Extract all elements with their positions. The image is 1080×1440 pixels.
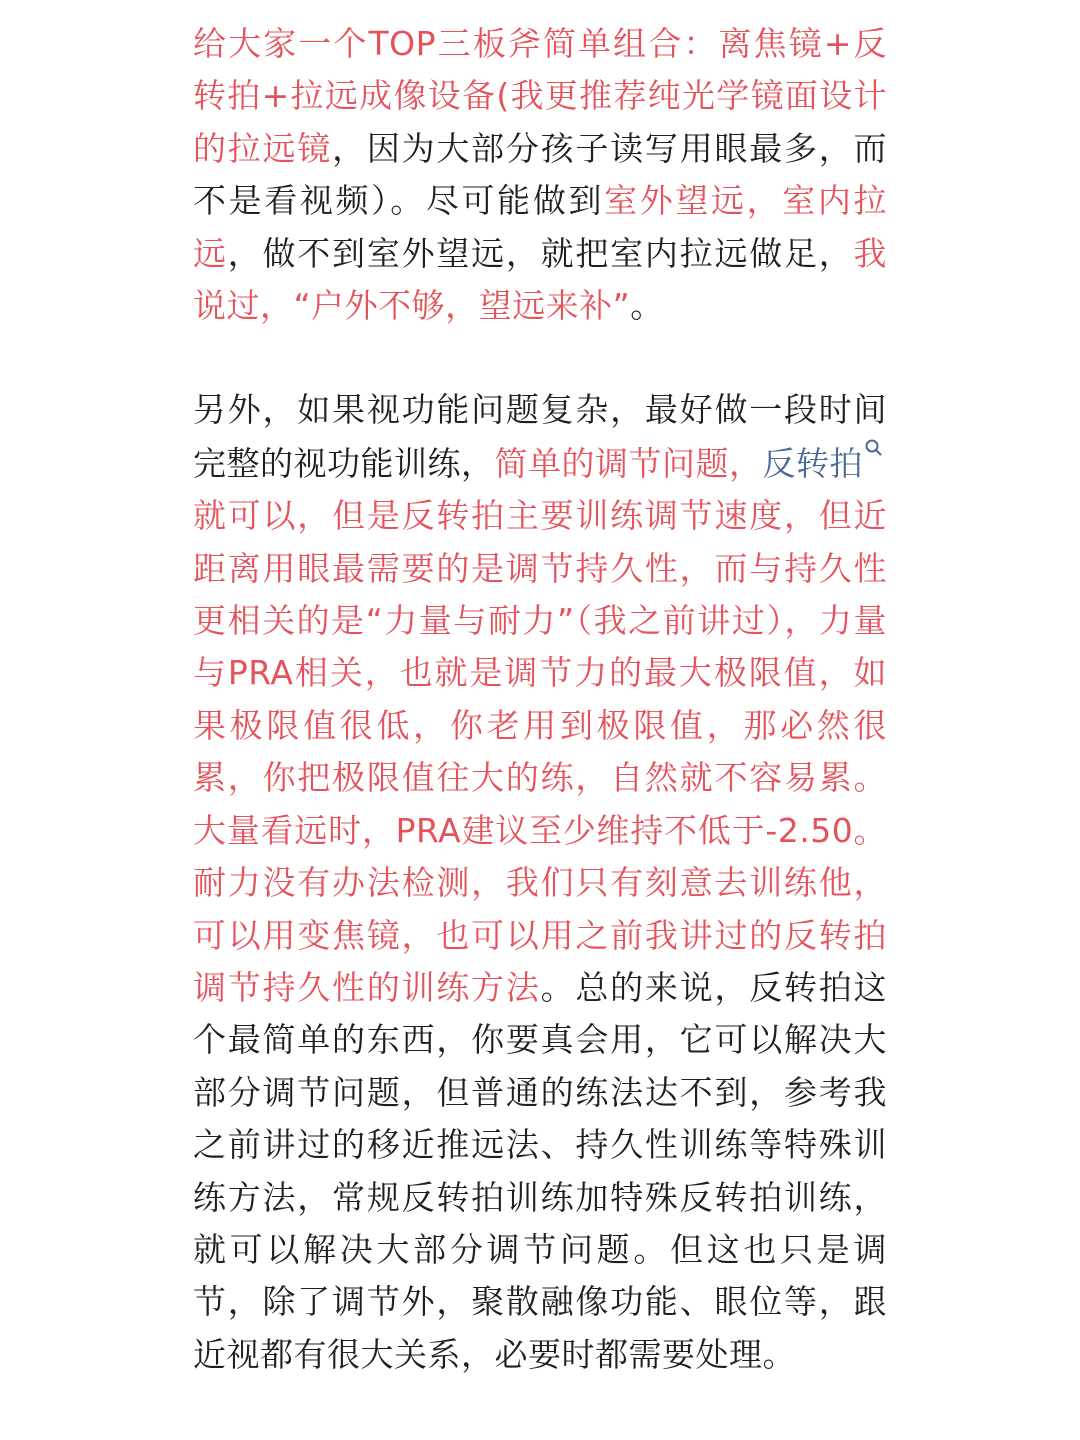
article-body — [193, 18, 887, 1381]
paragraph-1 — [193, 18, 887, 332]
body-text: ，因为大部分孩子读写用眼最多，而不是看视频）。尽可能做到 — [193, 128, 888, 221]
highlight-text: 简单的调节问题， — [494, 443, 763, 483]
body-text: ，做不到室外望远，就把室内拉远做足， — [227, 233, 854, 273]
search-icon[interactable] — [863, 437, 885, 459]
paragraph-2 — [193, 384, 887, 1381]
highlight-text: 室外望远，室内拉远 — [193, 181, 888, 273]
body-text: 。总的来说，反转拍这个最简单的东西，你要真会用，它可以解决大部分调节问题，但普通的练法达不到，参考我之前讲过的移近推远法、持久性训练等特殊训练方法，常规反转拍训练加特殊反转拍训练，就可以解决大部分调节问题。但这也只是调节，除了调节外，聚散融像功能、眼位等，跟近视都有很大关系，必要时都需要处理。 — [193, 967, 888, 1374]
body-text: 另外，如果视功能问题复杂，最好做一段时间完整的视功能训练， — [193, 390, 887, 483]
highlight-text: 就可以，但是反转拍主要训练调节速度，但近距离用眼最需要的是调节持久性，而与持久性更相关的是“力量与耐力”（我之前讲过），力量与PRA相关，也就是调节力的最大极限值，如果极限值很低，你老用到极限值，那必然很累，你把极限值往大的练，自然就不容易累。大量看远时，PRA建议至少维持不低于-2.50。耐力没有办法检测，我们只有刻意去训练他，可以用变焦镜，也可以用之前我讲过的反转拍调节持久性的训练方法 — [193, 496, 887, 1007]
highlight-text: 我说过，“户外不够，望远来补” — [193, 233, 888, 326]
highlight-text: 给大家一个TOP三板斧简单组合：离焦镜+反转拍+拉远成像设备(我更推荐纯光学镜面设计的拉远镜 — [193, 24, 887, 168]
body-text: 。 — [630, 286, 664, 326]
keyword-search-link[interactable]: 反转拍 — [762, 443, 863, 483]
